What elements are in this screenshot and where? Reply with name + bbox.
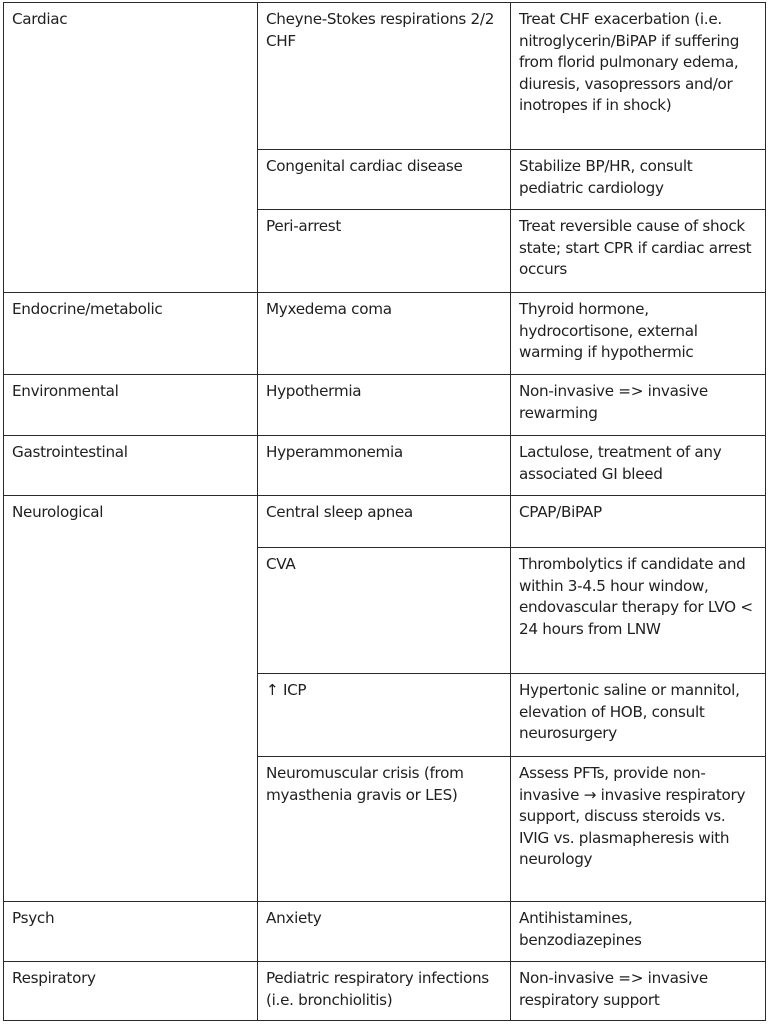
condition-cell: Peri-arrest <box>258 210 511 293</box>
treatment-cell: Non-invasive => invasive respiratory support <box>511 962 766 1021</box>
condition-cell: Cheyne-Stokes respirations 2/2 CHF <box>258 3 511 150</box>
category-cell: Gastrointestinal <box>4 436 258 496</box>
condition-cell: CVA <box>258 548 511 674</box>
condition-cell: ↑ ICP <box>258 674 511 757</box>
condition-cell: Pediatric respiratory infections (i.e. bronchiolitis) <box>258 962 511 1021</box>
condition-cell: Congenital cardiac disease <box>258 150 511 210</box>
category-cell: Cardiac <box>4 3 258 293</box>
table-row <box>4 496 766 548</box>
category-cell: Respiratory <box>4 962 258 1021</box>
treatment-cell: Lactulose, treatment of any associated GI bleed <box>511 436 766 496</box>
table-row <box>4 902 766 962</box>
treatment-cell: Hypertonic saline or mannitol, elevation of HOB, consult neurosurgery <box>511 674 766 757</box>
treatment-cell: Stabilize BP/HR, consult pediatric cardiology <box>511 150 766 210</box>
treatment-cell: Assess PFTs, provide non-invasive → invasive respiratory support, discuss steroids vs. IVIG vs. plasmapheresis with neurology <box>511 757 766 902</box>
table-row <box>4 436 766 496</box>
table-body <box>4 3 766 1021</box>
treatment-cell: Thrombolytics if candidate and within 3-4.5 hour window, endovascular therapy for LVO < 24 hours from LNW <box>511 548 766 674</box>
condition-cell: Myxedema coma <box>258 293 511 375</box>
table-row <box>4 3 766 150</box>
condition-cell: Hypothermia <box>258 375 511 436</box>
treatment-cell: CPAP/BiPAP <box>511 496 766 548</box>
table-row <box>4 962 766 1021</box>
table-row <box>4 375 766 436</box>
treatment-cell: Antihistamines, benzodiazepines <box>511 902 766 962</box>
category-cell: Endocrine/metabolic <box>4 293 258 375</box>
condition-cell: Neuromuscular crisis (from myasthenia gravis or LES) <box>258 757 511 902</box>
category-cell: Environmental <box>4 375 258 436</box>
table-row <box>4 293 766 375</box>
treatment-cell: Treat CHF exacerbation (i.e. nitroglycerin/BiPAP if suffering from florid pulmonary edema, diuresis, vasopressors and/or inotropes if in shock) <box>511 3 766 150</box>
condition-cell: Anxiety <box>258 902 511 962</box>
category-cell: Neurological <box>4 496 258 902</box>
condition-cell: Hyperammonemia <box>258 436 511 496</box>
treatment-cell: Treat reversible cause of shock state; start CPR if cardiac arrest occurs <box>511 210 766 293</box>
treatment-cell: Thyroid hormone, hydrocortisone, external warming if hypothermic <box>511 293 766 375</box>
condition-cell: Central sleep apnea <box>258 496 511 548</box>
treatment-cell: Non-invasive => invasive rewarming <box>511 375 766 436</box>
treatment-table <box>3 2 766 1021</box>
category-cell: Psych <box>4 902 258 962</box>
